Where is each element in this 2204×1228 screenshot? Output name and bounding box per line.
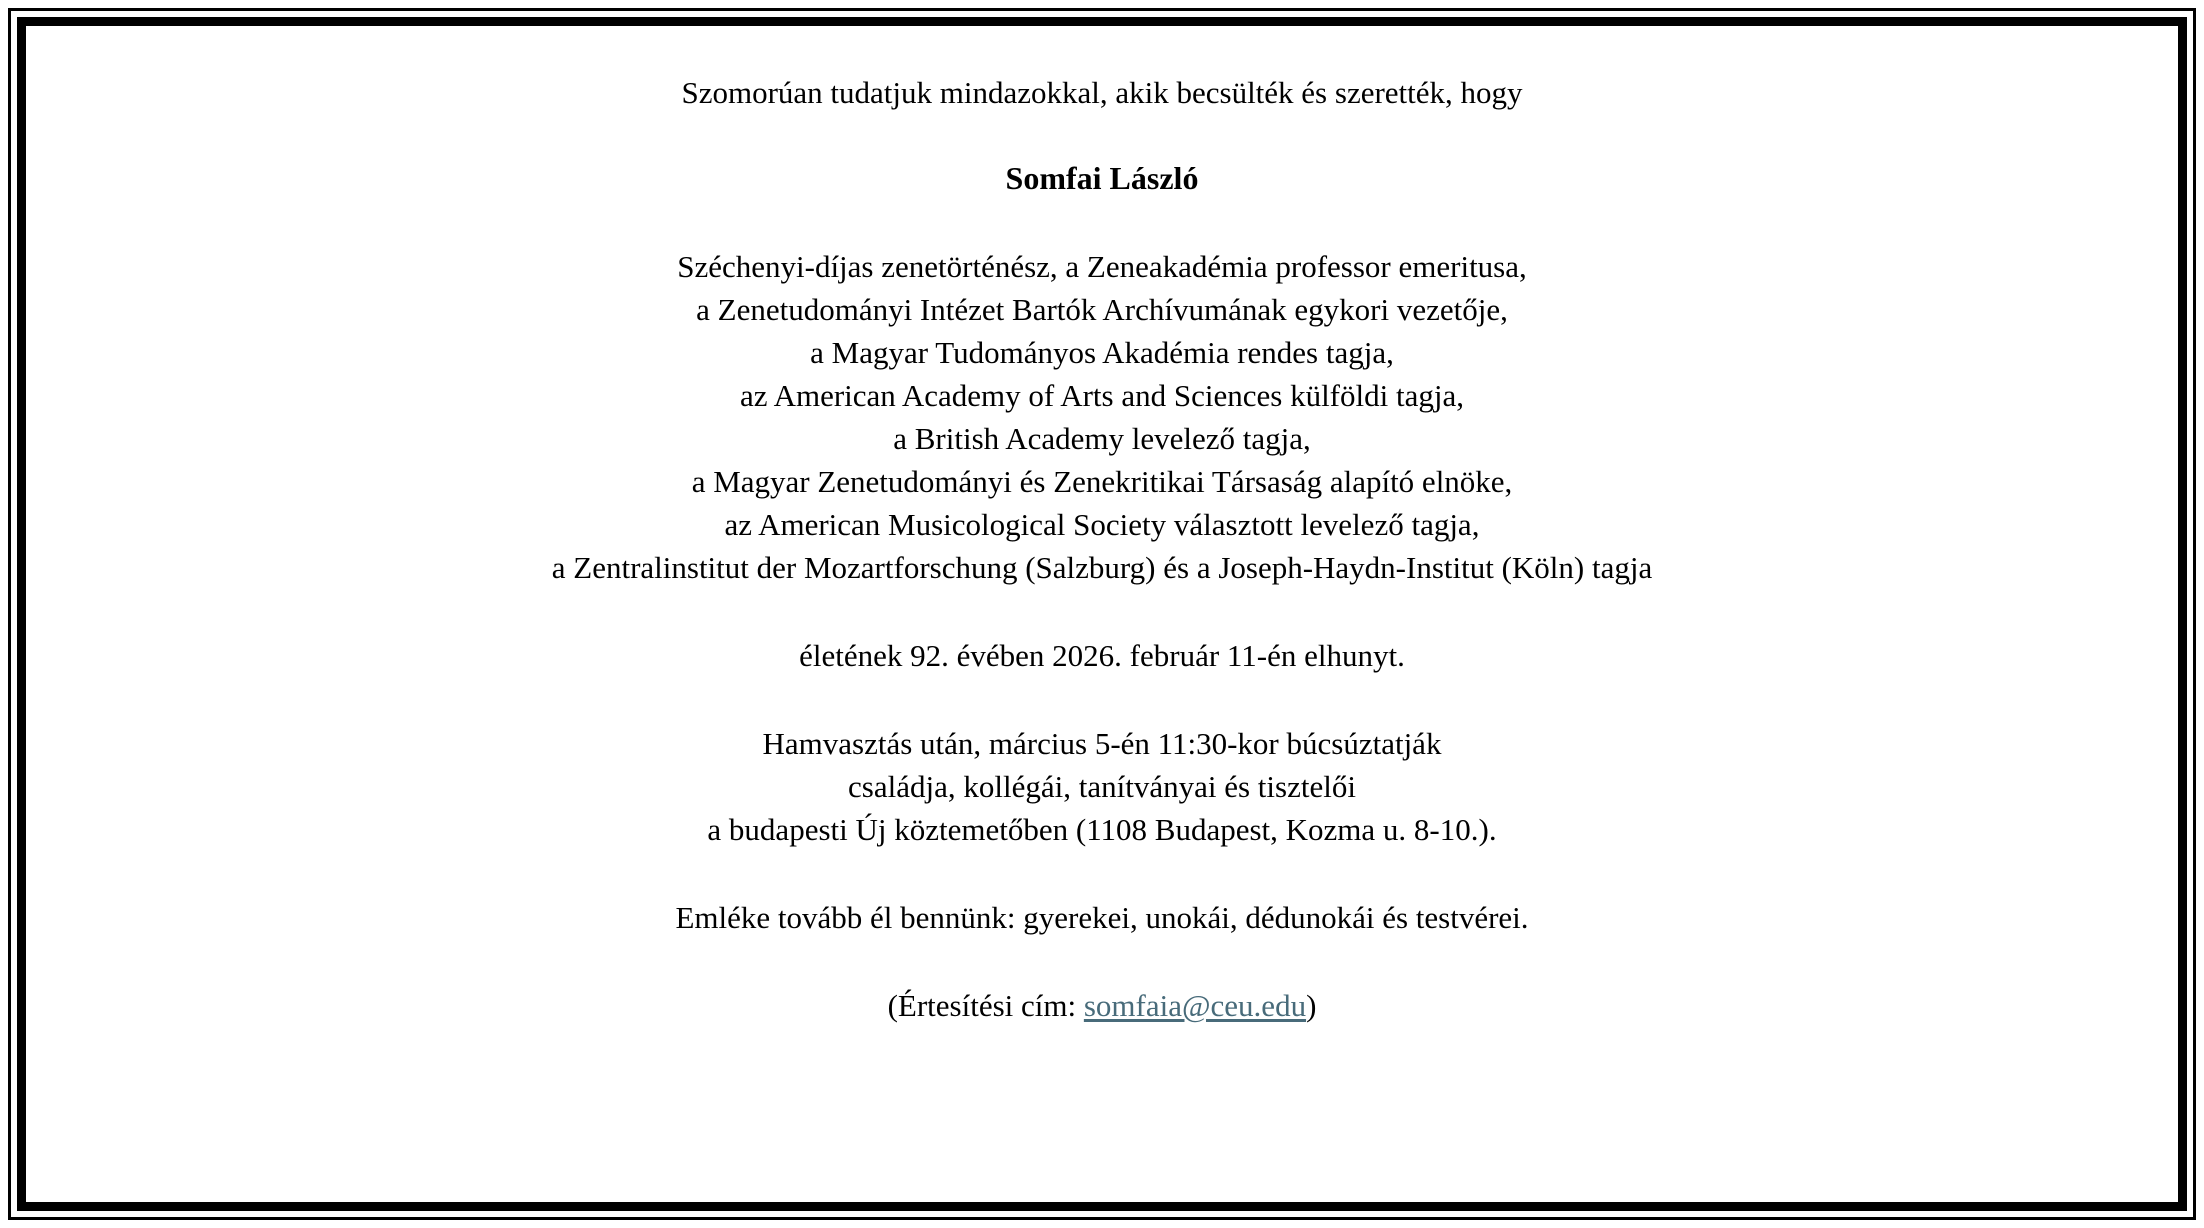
intro-text: Szomorúan tudatjuk mindazokkal, akik becsülték és szerették, hogy [681,75,1523,110]
funeral-line: Hamvasztás után, március 5-én 11:30-kor búcsúztatják [762,726,1442,761]
credential-line: az American Academy of Arts and Sciences külföldi tagja, [740,378,1464,413]
spacer-after-name [372,200,1832,245]
spacer-after-intro [372,114,1832,157]
contact-prefix: (Értesítési cím: [887,988,1084,1023]
funeral-line: a budapesti Új köztemetőben (1108 Budapest, Kozma u. 8-10.). [707,812,1497,847]
credential-line: a Magyar Tudományos Akadémia rendes tagja, [810,335,1394,370]
contact-email-link[interactable]: somfaia@ceu.edu [1083,988,1307,1023]
funeral-details [372,722,1832,851]
contact-line [372,984,1832,1027]
contact-suffix: ) [1306,988,1317,1023]
credential-line: a Zentralinstitut der Mozartforschung (Salzburg) és a Joseph-Haydn-Institut (Köln) tagja [551,550,1653,585]
credential-line: a Magyar Zenetudományi és Zenekritikai Társaság alapító elnöke, [691,464,1513,499]
memory-text: Emléke tovább él bennünk: gyerekei, unokái, dédunokái és testvérei. [675,900,1529,935]
credential-line: a British Academy levelező tagja, [893,421,1311,456]
credentials-list [372,245,1832,589]
spacer-before-memory [372,851,1832,896]
notice-content [26,26,2178,1202]
spacer-before-death-statement [372,589,1832,634]
funeral-line: családja, kollégái, tanítványai és tisztelői [848,769,1356,804]
notice-body [372,71,1832,1027]
credential-line: Széchenyi-díjas zenetörténész, a Zeneakadémia professor emeritusa, [677,249,1527,284]
death-statement: életének 92. évében 2026. február 11-én elhunyt. [799,638,1405,673]
spacer-before-contact [372,939,1832,984]
credential-line: a Zenetudományi Intézet Bartók Archívumának egykori vezetője, [696,292,1508,327]
spacer-before-funeral [372,677,1832,722]
deceased-name: Somfai László [1005,160,1199,196]
credential-line: az American Musicological Society választott levelező tagja, [724,507,1480,542]
